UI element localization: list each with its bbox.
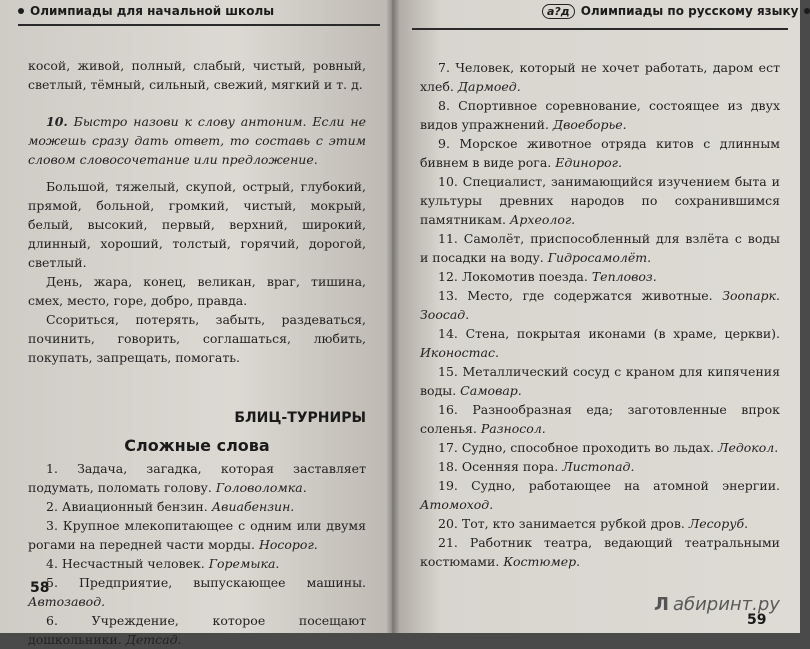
right-page-number: 59 [747,612,767,628]
list-item: 15. Металлический сосуд с краном для кипячения воды. Самовар. [420,364,780,398]
list-item: 10. Специалист, занимающийся изучением быта и культуры древних народов по сохранившимся памятникам. Археолог. [420,174,780,227]
list-item: 20. Тот, кто занимается рубкой дров. Лесоруб. [438,516,749,531]
list-item: 7. Человек, который не хочет работать, даром ест хлеб. Дармоед. [420,60,780,94]
right-page [392,0,800,633]
list-item: 11. Самолёт, приспособленный для взлёта с воды и посадки на воду. Гидросамолёт. [420,231,780,265]
task-10 [28,112,366,169]
list-item: 16. Разнообразная еда; заготовленные впрок соленья. Разносол. [420,402,780,436]
right-running-head [542,4,810,19]
continued-paragraph: косой, живой, полный, слабый, чистый, ровный, светлый, тёмный, сильный, свежий, мягкий и т. д. [28,58,366,92]
list-item: 19. Судно, работающее на атомной энергии. Атомоход. [420,478,780,512]
verbs-list: Ссориться, потерять, забыть, раздеваться, починить, говорить, соглашаться, любить, покупать, запрещать, помогать. [28,312,366,365]
list-item: 8. Спортивное соревнование, состоящее из двух видов упражнений. Двоеборье. [420,98,780,132]
list-item: 5. Предприятие, выпускающее машины. Автозавод. [28,575,366,609]
right-running-head-text: Олимпиады по русскому языку [580,4,799,18]
watermark-text: абиринт.ру [672,594,780,615]
subsection-title: Сложные слова [124,436,270,455]
watermark-logo-icon: Л [654,594,669,615]
list-item: 1. Задача, загадка, которая заставляет подумать, поломать голову. Головоломка. [28,461,366,495]
list-item: 18. Осенняя пора. Листопад. [438,459,635,474]
list-item: 2. Авиационный бензин. Авиабензин. [46,499,295,514]
nouns-list: День, жара, конец, великан, враг, тишина, смех, место, горе, добро, правда. [28,274,366,308]
list-item: 3. Крупное млекопитающее с одним или двумя рогами на передней части морды. Носорог. [28,518,366,552]
section-title: БЛИЦ-ТУРНИРЫ [234,410,366,426]
task-10-text: Быстро назови к слову антоним. Если не можешь сразу дать ответ, то составь с этим словом словосочетание или предложение. [28,114,366,167]
bullet-icon [18,8,24,14]
left-running-head-text: Олимпиады для начальной школы [30,4,275,18]
left-header-rule [18,24,380,26]
list-item: 21. Работник театра, ведающий театральными костюмами. Костюмер. [420,535,780,569]
task-10-number: 10. [46,114,68,129]
left-column [28,56,366,649]
bullet-icon [804,8,810,14]
list-item: 14. Стена, покрытая иконами (в храме, церкви). Иконостас. [420,326,780,360]
olympiad-badge-icon: а?д [542,4,575,19]
adjectives-list: Большой, тяжелый, скупой, острый, глубокий, прямой, больной, громкий, чистый, мокрый, белый, высокий, первый, верхний, широкий, длинный, хороший, толстый, горячий, дорогой, светлый. [28,179,366,270]
right-header-rule [412,28,788,30]
left-page-number: 58 [30,580,50,596]
right-column [420,58,780,571]
book-gutter [386,0,400,633]
list-item: 4. Несчастный человек. Горемыка. [46,556,280,571]
left-running-head [18,4,274,18]
list-item: 6. Учреждение, которое посещают дошкольники. Детсад. [28,613,366,647]
list-item: 13. Место, где содержатся животные. Зоопарк. Зоосад. [420,288,780,322]
list-item: 17. Судно, способное проходить во льдах. Ледокол. [438,440,779,455]
left-page [0,0,392,647]
list-item: 12. Локомотив поезда. Тепловоз. [438,269,657,284]
list-item: 9. Морское животное отряда китов с длинным бивнем в виде рога. Единорог. [420,136,780,170]
